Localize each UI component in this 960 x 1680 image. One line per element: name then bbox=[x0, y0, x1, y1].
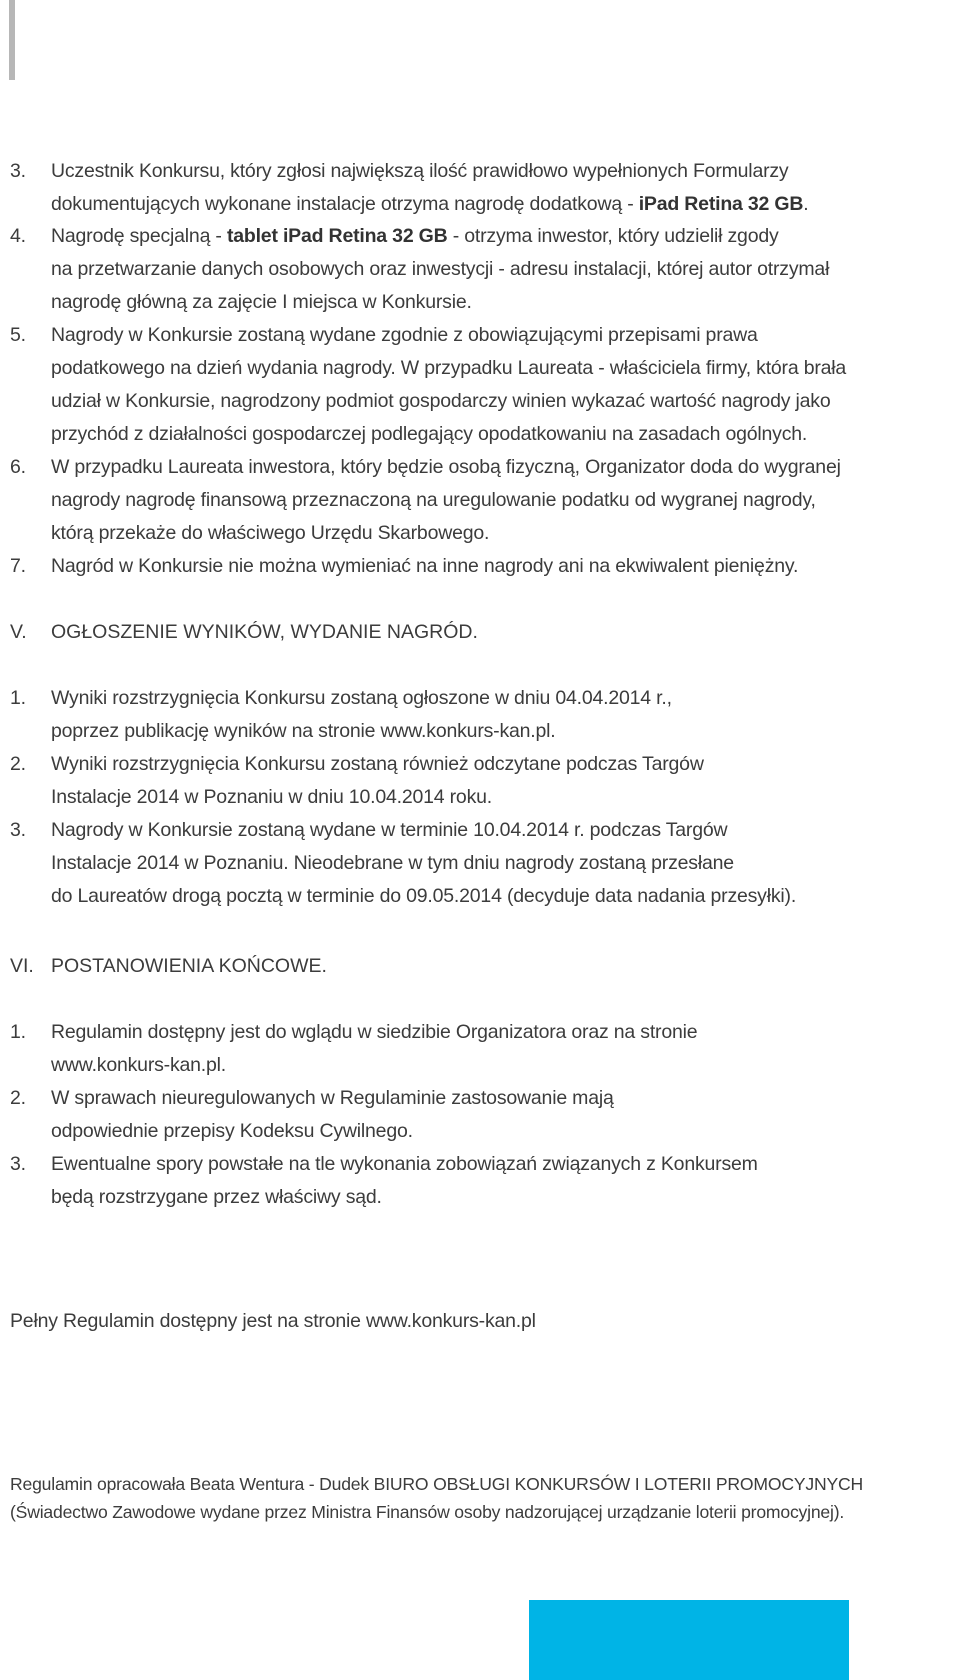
list-item-continuation: odpowiednie przepisy Kodeksu Cywilnego. bbox=[51, 1120, 413, 1142]
list-item-continuation: na przetwarzanie danych osobowych oraz inwestycji - adresu instalacji, której autor otrzymał bbox=[51, 258, 830, 280]
list-item-continuation: nagrodę główną za zajęcie I miejsca w Konkursie. bbox=[51, 291, 472, 313]
list-item-continuation: Instalacje 2014 w Poznaniu w dniu 10.04.2014 roku. bbox=[51, 786, 492, 808]
list-item-continuation: dokumentujących wykonane instalacje otrzyma nagrodę dodatkową - iPad Retina 32 GB. bbox=[51, 193, 809, 215]
list-item-continuation: przychód z działalności gospodarczej podlegający opodatkowaniu na zasadach ogólnych. bbox=[51, 423, 808, 445]
list-item-continuation: poprzez publikację wyników na stronie www.konkurs-kan.pl. bbox=[51, 720, 556, 742]
list-item-continuation: nagrody nagrodę finansową przeznaczoną na uregulowanie podatku od wygranej nagrody, bbox=[51, 489, 816, 511]
author-note-line: Regulamin opracowała Beata Wentura - Dudek BIURO OBSŁUGI KONKURSÓW I LOTERII PROMOCYJNYCH bbox=[10, 1474, 864, 1494]
list-item-continuation: do Laureatów drogą pocztą w terminie do 09.05.2014 (decyduje data nadania przesyłki). bbox=[51, 885, 797, 907]
accent-footer-block bbox=[529, 1600, 849, 1680]
list-item-continuation: podatkowego na dzień wydania nagrody. W przypadku Laureata - właściciela firmy, która brała bbox=[51, 357, 847, 379]
author-note-line: (Świadectwo Zawodowe wydane przez Ministra Finansów osoby nadzorującej urządzanie loterii promocyjnej). bbox=[10, 1502, 845, 1522]
list-item-continuation: będą rozstrzygane przez właściwy sąd. bbox=[51, 1186, 382, 1208]
list-item-continuation: którą przekaże do właściwego Urzędu Skarbowego. bbox=[51, 522, 490, 544]
top-divider-bar bbox=[9, 0, 15, 80]
list-item-continuation: Instalacje 2014 w Poznaniu. Nieodebrane w tym dniu nagrody zostaną przesłane bbox=[51, 852, 734, 874]
list-item-continuation: www.konkurs-kan.pl. bbox=[51, 1054, 227, 1076]
list-item-continuation: udział w Konkursie, nagrodzony podmiot gospodarczy winien wykazać wartość nagrody jako bbox=[51, 390, 831, 412]
full-rules-note: Pełny Regulamin dostępny jest na stronie www.konkurs-kan.pl bbox=[10, 1310, 536, 1332]
